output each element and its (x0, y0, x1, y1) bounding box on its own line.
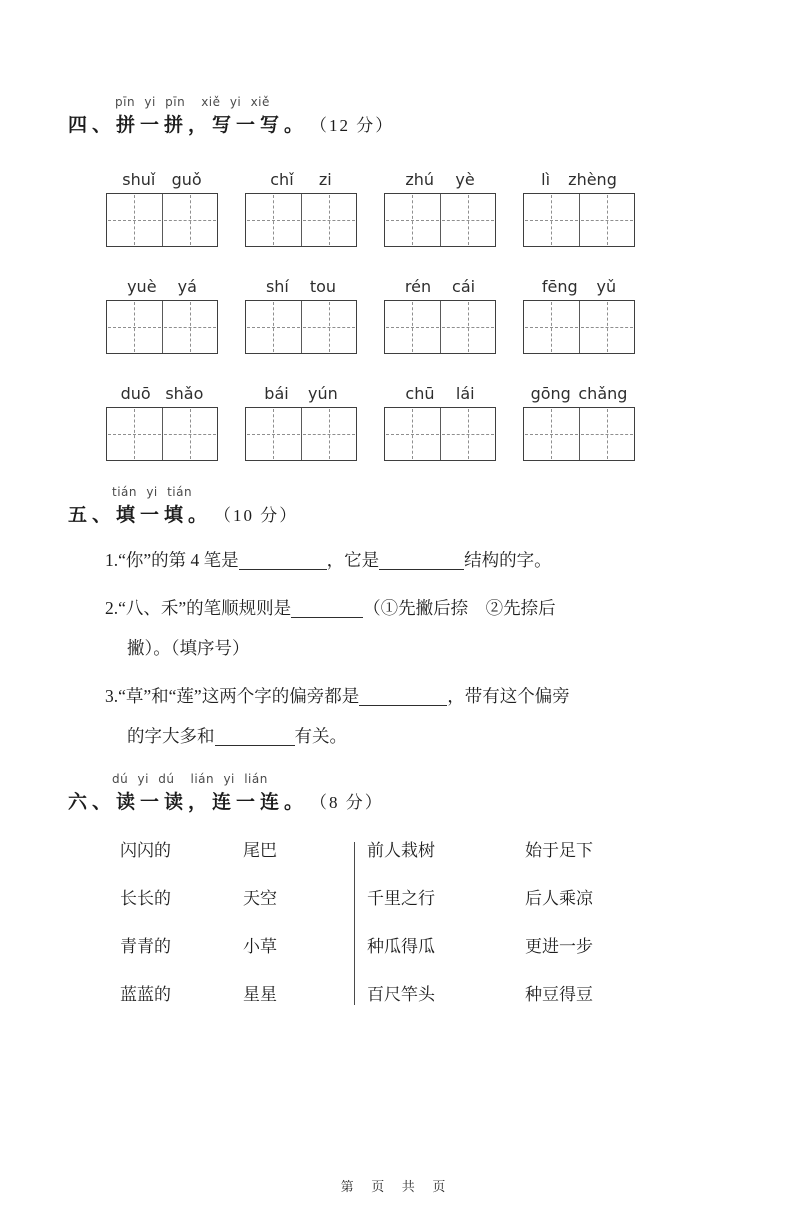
matching-exercise (120, 840, 793, 1012)
grid-row (106, 384, 793, 461)
word-group (106, 277, 218, 354)
match-item: 前人栽树 (367, 841, 435, 860)
pinyin-syllable: shí (265, 277, 289, 296)
writing-cell (440, 408, 496, 460)
writing-cell (579, 301, 635, 353)
pinyin-syllable: lái (455, 384, 475, 403)
match-item: 尾巴 (243, 841, 277, 860)
answer-blank (215, 742, 295, 746)
pinyin-syllable: lì (541, 170, 551, 189)
writing-cell (385, 301, 440, 353)
word-group (245, 277, 357, 354)
section-number: 六、 (68, 792, 117, 813)
match-item: 后人乘凉 (525, 889, 593, 908)
match-column-proverb-second-half (525, 840, 593, 1032)
writing-grid (245, 407, 357, 461)
match-item: 千里之行 (367, 889, 435, 908)
writing-cell (246, 408, 301, 460)
writing-cell (385, 194, 440, 246)
section4-heading (68, 112, 793, 139)
match-item: 青青的 (120, 937, 171, 956)
section-pinyin-writing (68, 95, 793, 461)
writing-cell (301, 408, 357, 460)
match-item: 天空 (243, 889, 277, 908)
section6-pinyin-annotation (112, 772, 793, 786)
page-footer: 第 页 共 页 (340, 1179, 453, 1194)
answer-blank (359, 702, 447, 706)
match-item: 长长的 (120, 889, 171, 908)
pinyin-syllable: fēng (541, 277, 578, 296)
pinyin-syllable: shǎo (165, 384, 204, 403)
writing-grid (384, 407, 496, 461)
section6-heading (68, 789, 793, 816)
section-score: （12 分） (310, 116, 395, 135)
fill-in-items (105, 548, 793, 748)
item-text: “八、禾”的笔顺规则是 (118, 598, 292, 618)
writing-cell (440, 301, 496, 353)
writing-grid (384, 300, 496, 354)
match-item: 闪闪的 (120, 841, 171, 860)
pinyin-syllable: guǒ (171, 170, 202, 189)
item-text: 撇）。（填序号） (127, 638, 250, 658)
pinyin-syllable: duō (120, 384, 151, 403)
word-group (523, 170, 635, 247)
item-text: 有关。 (294, 726, 347, 746)
word-group (384, 277, 496, 354)
item-text: “草”和“莲”这两个字的偏旁都是 (118, 686, 360, 706)
writing-cell (524, 194, 579, 246)
pinyin-syllable: yǔ (596, 277, 617, 296)
writing-cell (107, 408, 162, 460)
section5-heading (68, 502, 793, 529)
pinyin-syllable: chǐ (270, 170, 294, 189)
writing-cell (162, 408, 218, 460)
writing-cell (162, 301, 218, 353)
section5-pinyin-annotation (112, 485, 793, 499)
fill-in-item-1 (105, 548, 793, 572)
writing-cell (579, 194, 635, 246)
writing-grid (106, 407, 218, 461)
pinyin-syllable: yún (307, 384, 338, 403)
column-divider (354, 842, 355, 1005)
match-column-proverb-first-half (367, 840, 435, 1032)
match-column-adjectives (120, 840, 171, 1032)
item-text: ，带有这个偏旁 (447, 686, 570, 706)
writing-cell (246, 301, 301, 353)
pinyin-syllable: chū (405, 384, 435, 403)
section-matching (68, 772, 793, 1012)
word-group (523, 277, 635, 354)
match-column-nouns (243, 840, 277, 1032)
section-title: 读一读，连一连。 (116, 792, 309, 813)
pinyin-text: xiě yi xiě (201, 95, 270, 109)
item-text: “你”的第 4 笔是 (118, 550, 239, 570)
grid-row (106, 170, 793, 247)
word-group (245, 170, 357, 247)
writing-cell (524, 408, 579, 460)
word-group (106, 384, 218, 461)
match-item: 更进一步 (525, 937, 593, 956)
section-number: 四、 (68, 115, 117, 136)
writing-grid (523, 407, 635, 461)
word-group (523, 384, 635, 461)
writing-cell (162, 194, 218, 246)
word-group (384, 384, 496, 461)
item-text: 结构的字。 (464, 550, 552, 570)
writing-grid (106, 193, 218, 247)
pinyin-syllable: bái (264, 384, 289, 403)
item-number: 2. (105, 598, 119, 618)
writing-cell (579, 408, 635, 460)
writing-grid (245, 193, 357, 247)
match-item: 星星 (243, 985, 277, 1004)
pinyin-syllable: chǎng (578, 384, 628, 403)
writing-grid (384, 193, 496, 247)
section-score: （8 分） (310, 793, 384, 812)
writing-cell (107, 301, 162, 353)
writing-cell (301, 194, 357, 246)
pinyin-syllable: zhèng (568, 170, 617, 189)
writing-grid-area (106, 170, 793, 461)
section4-pinyin-annotation (115, 95, 793, 109)
exam-page (0, 95, 793, 1217)
match-item: 始于足下 (525, 841, 593, 860)
writing-cell (107, 194, 162, 246)
match-item: 种豆得豆 (525, 985, 593, 1004)
pinyin-syllable: rén (404, 277, 432, 296)
item-number: 1. (105, 550, 119, 570)
grid-row (106, 277, 793, 354)
section-title: 拼一拼，写一写。 (116, 115, 309, 136)
writing-cell (440, 194, 496, 246)
pinyin-syllable: yá (177, 277, 197, 296)
writing-cell (246, 194, 301, 246)
pinyin-syllable: gōng (530, 384, 571, 403)
writing-cell (524, 301, 579, 353)
pinyin-syllable: cái (452, 277, 476, 296)
pinyin-text: tián yi tián (112, 485, 193, 499)
match-item: 蓝蓝的 (120, 985, 171, 1004)
writing-grid (245, 300, 357, 354)
pinyin-syllable: zhú (405, 170, 435, 189)
writing-grid (523, 193, 635, 247)
writing-cell (385, 408, 440, 460)
writing-cell (301, 301, 357, 353)
answer-blank (379, 566, 464, 570)
item-text: 的字大多和 (127, 726, 215, 746)
pinyin-syllable: zi (318, 170, 332, 189)
word-group (384, 170, 496, 247)
pinyin-text: pīn yi pīn (115, 95, 186, 109)
fill-in-item-3 (105, 684, 793, 748)
match-item: 百尺竿头 (367, 985, 435, 1004)
item-number: 3. (105, 686, 119, 706)
writing-grid (106, 300, 218, 354)
match-item: 小草 (243, 937, 277, 956)
writing-grid (523, 300, 635, 354)
pinyin-syllable: yè (455, 170, 475, 189)
pinyin-syllable: shuǐ (122, 170, 156, 189)
pinyin-text: lián yi lián (190, 772, 268, 786)
match-item: 种瓜得瓜 (367, 937, 435, 956)
item-text: ，它是 (326, 550, 380, 570)
section-number: 五、 (68, 505, 117, 526)
answer-blank (239, 566, 327, 570)
word-group (106, 170, 218, 247)
item-text: （①先撇后捺 ②先捺后 (363, 598, 556, 618)
section-score: （10 分） (214, 506, 299, 525)
section-fill-in (68, 485, 793, 748)
fill-in-item-2 (105, 596, 793, 660)
answer-blank (291, 614, 363, 618)
section-title: 填一填。 (116, 505, 213, 526)
pinyin-syllable: yuè (127, 277, 157, 296)
pinyin-text: dú yi dú (112, 772, 175, 786)
word-group (245, 384, 357, 461)
pinyin-syllable: tou (309, 277, 337, 296)
